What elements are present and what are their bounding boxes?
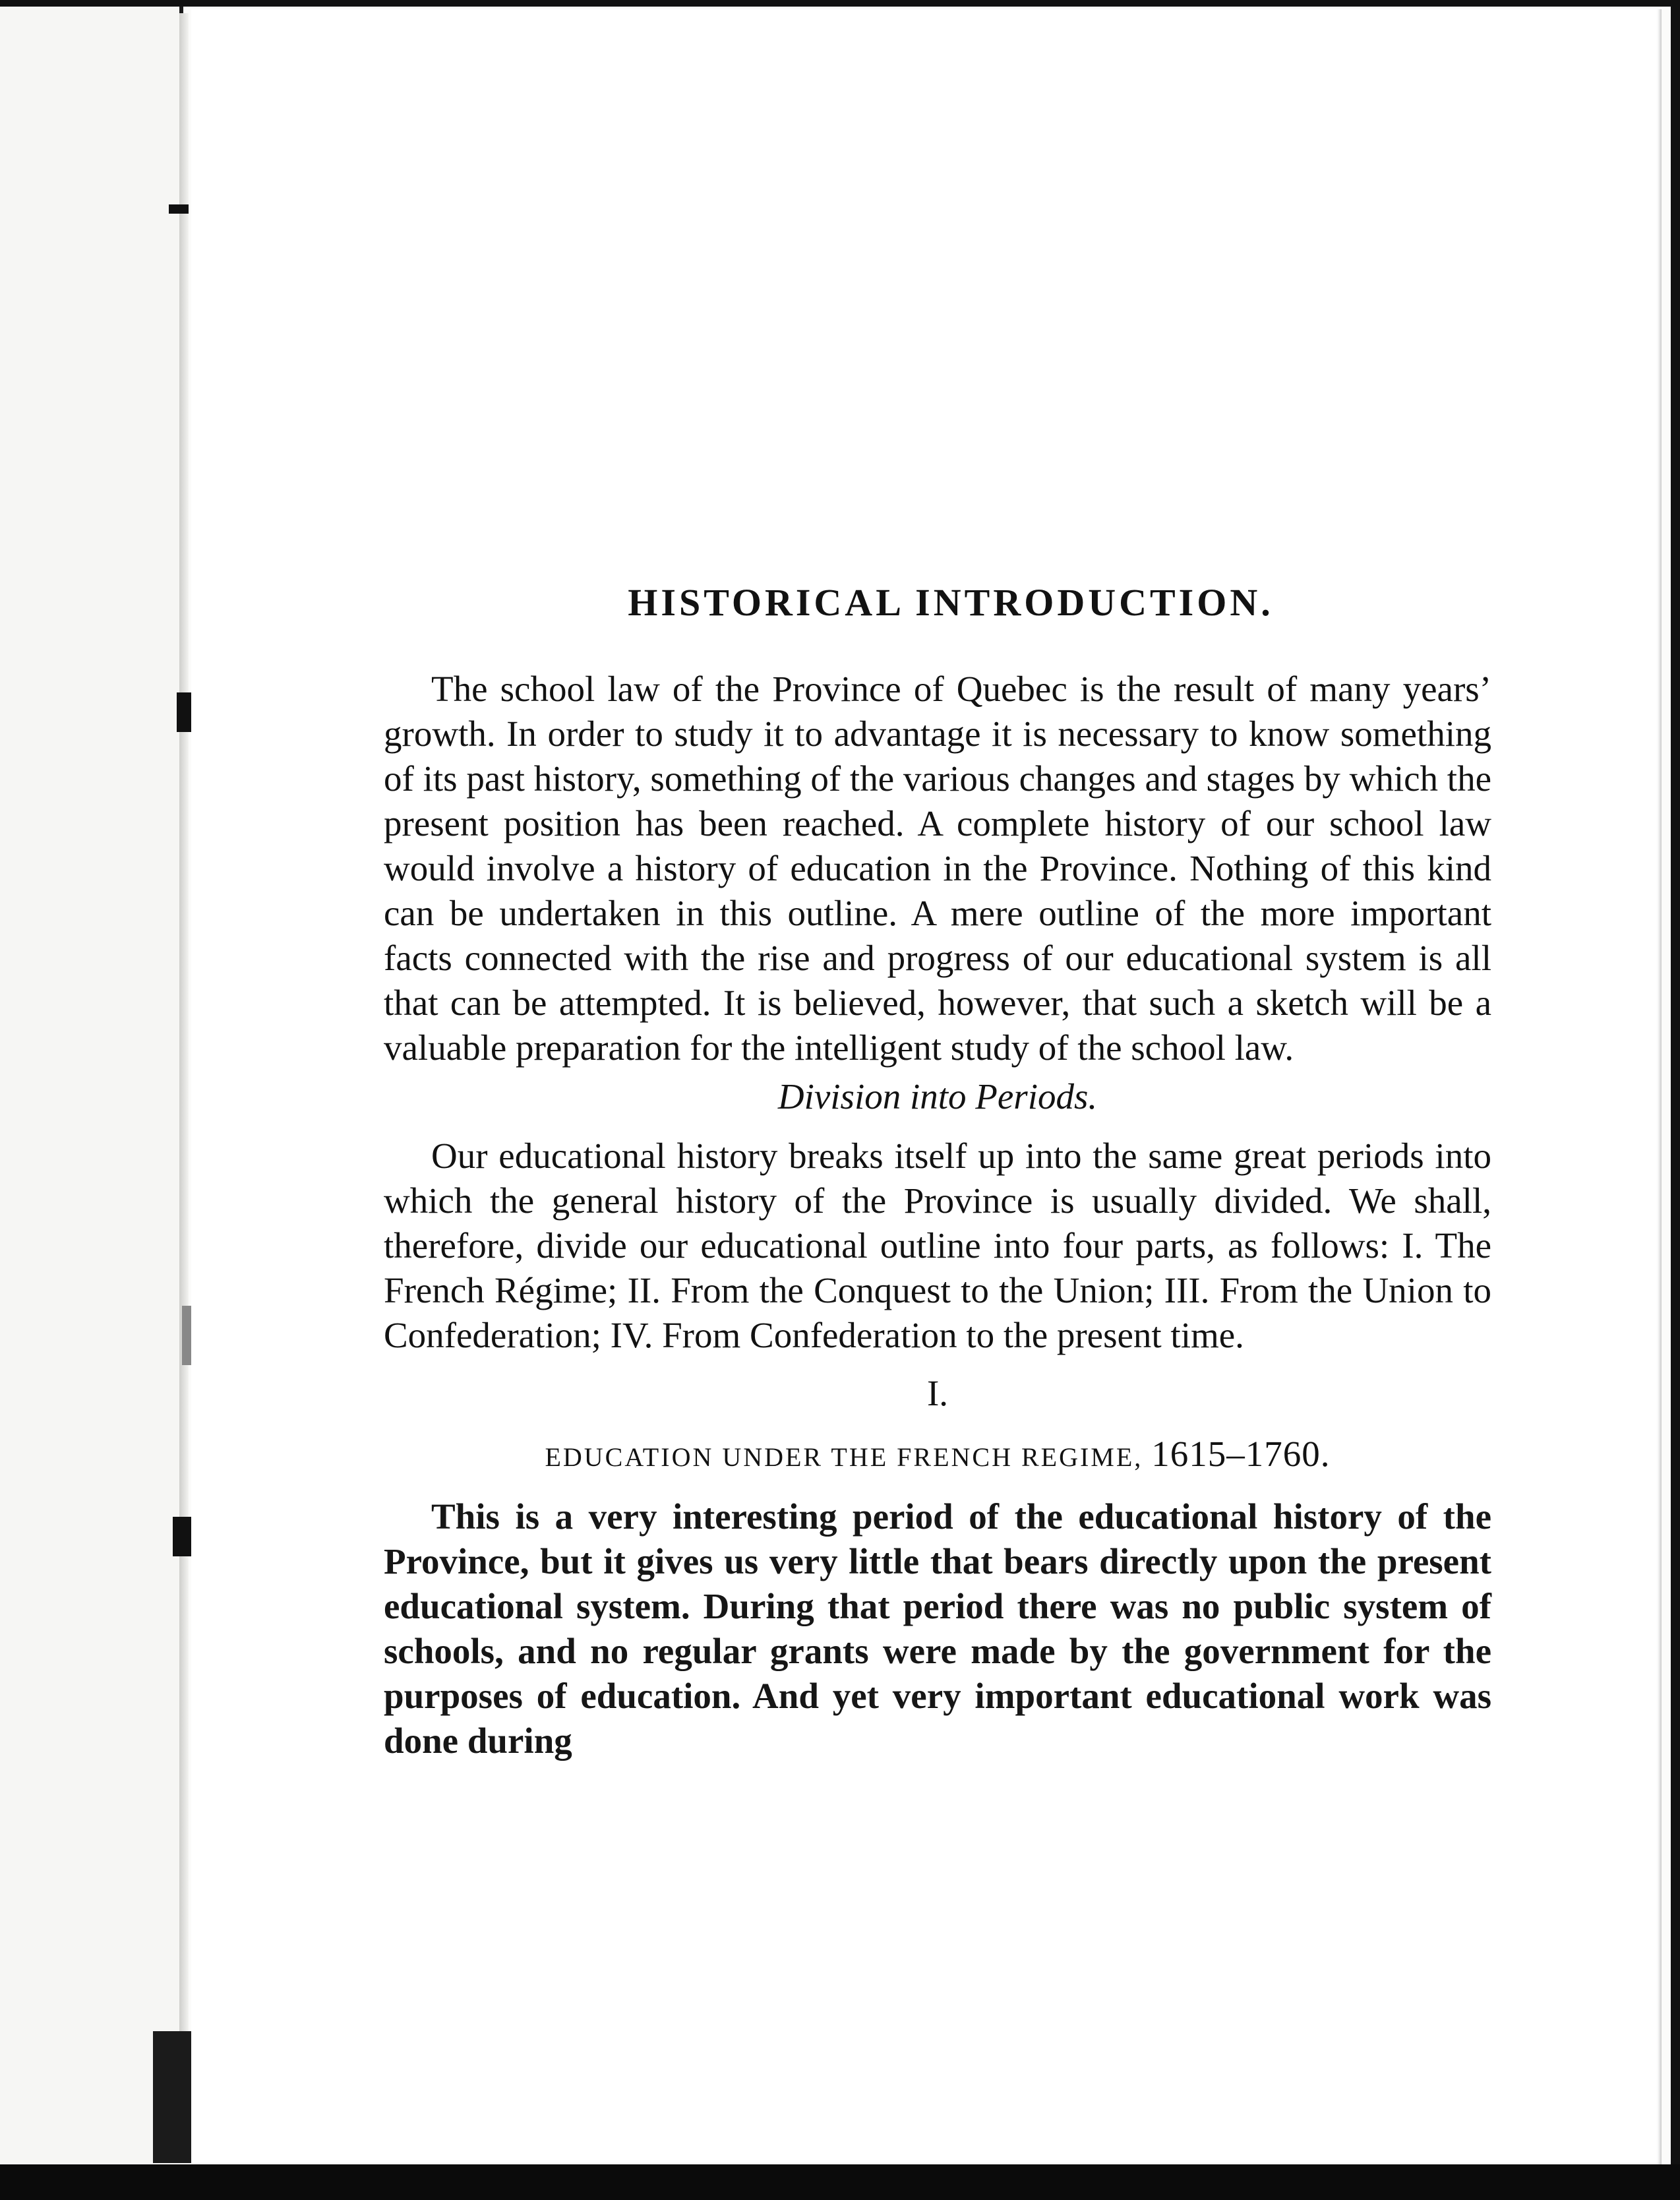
section-paragraph: This is a very interesting period of the educational history of the Province, but it gives us very little that bears directly upon the present educational system. During that period there was no public system of schools, and no regular grants were made by the government for the purposes of education. And yet very important educational work was done during bbox=[384, 1496, 1491, 1761]
section-years: 1615–1760. bbox=[1151, 1434, 1331, 1474]
subheading: Division into Periods. bbox=[777, 1076, 1098, 1116]
periods-paragraph: Our educational history breaks itself up into the same great periods into which the general history of the Province is usually divided. We shall, therefore, divide our educational outline into four parts, as follows: I. The French Régime; II. From the Conquest to the Union; III. From the Union to Confederation; IV. From Confederation to the present time. bbox=[384, 1136, 1491, 1355]
page-heading: HISTORICAL INTRODUCTION. bbox=[628, 581, 1274, 624]
intro-paragraph: The school law of the Province of Quebec is the result of many years’ growth. In order to study it to advantage it is necessary to know something of its past history, something of the various changes and stages by which the present position has been reached. A complete history of our school law would involve a history of education in the Province. Nothing of this kind can be undertaken in this outline. A mere outline of the more important facts connected with the rise and progress of our educational system is all that can be attempted. It is believed, however, that such a sketch will be a valuable preparation for the intelligent study of the school law. bbox=[384, 669, 1491, 1068]
scan-bottom-edge bbox=[0, 2164, 1680, 2200]
section-title-text: EDUCATION UNDER THE FRENCH REGIME, bbox=[545, 1442, 1143, 1472]
section-number: I. bbox=[926, 1373, 949, 1413]
